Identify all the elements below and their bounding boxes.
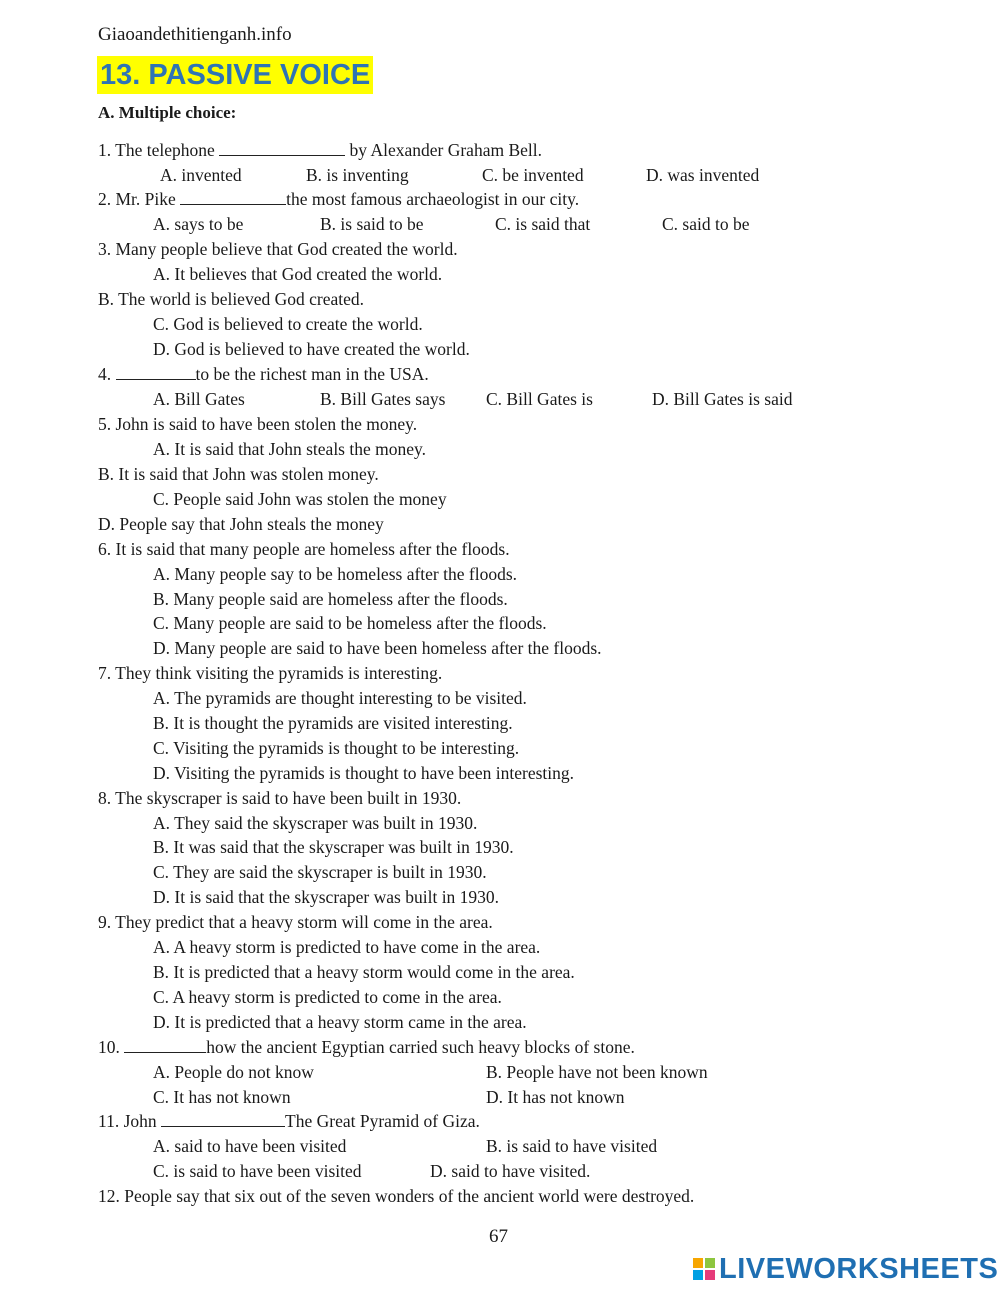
option-b[interactable]: B. It was said that the skyscraper was built in 1930. <box>153 837 514 857</box>
question-1: 1. The telephone by Alexander Graham Bell. <box>98 140 542 160</box>
option-d[interactable]: D. said to have visited. <box>430 1161 591 1181</box>
option-a[interactable]: A. It believes that God created the world. <box>153 264 443 284</box>
question-7: 7. They think visiting the pyramids is interesting. <box>98 663 443 683</box>
option-d[interactable]: D. People say that John steals the money <box>98 514 384 534</box>
option-b[interactable]: B. is said to be <box>320 214 424 234</box>
option-d[interactable]: D. It is predicted that a heavy storm came in the area. <box>153 1012 527 1032</box>
option-d[interactable]: D. It has not known <box>486 1087 625 1107</box>
option-a[interactable]: A. They said the skyscraper was built in 1930. <box>153 813 478 833</box>
logo-square-icon <box>705 1270 715 1280</box>
page-number: 67 <box>489 1226 508 1247</box>
question-2: 2. Mr. Pike the most famous archaeologist in our city. <box>98 189 580 209</box>
option-c[interactable]: C. is said to have been visited <box>153 1161 362 1181</box>
option-a[interactable]: A. A heavy storm is predicted to have come in the area. <box>153 937 541 957</box>
logo-grid-icon <box>693 1258 715 1280</box>
option-a[interactable]: A. Many people say to be homeless after the floods. <box>153 564 518 584</box>
option-b[interactable]: B. Bill Gates says <box>320 389 446 409</box>
option-a[interactable]: A. says to be <box>153 214 244 234</box>
question-8: 8. The skyscraper is said to have been built in 1930. <box>98 788 462 808</box>
page-title: 13. PASSIVE VOICE <box>97 56 373 94</box>
option-a[interactable]: A. The pyramids are thought interesting to be visited. <box>153 688 527 708</box>
option-b[interactable]: B. It is thought the pyramids are visited interesting. <box>153 713 513 733</box>
option-c[interactable]: C. God is believed to create the world. <box>153 314 423 334</box>
option-b[interactable]: B. is said to have visited <box>486 1136 658 1156</box>
question-11: 11. John The Great Pyramid of Giza. <box>98 1111 480 1131</box>
option-d[interactable]: D. Many people are said to have been homeless after the floods. <box>153 638 602 658</box>
question-9: 9. They predict that a heavy storm will come in the area. <box>98 912 493 932</box>
logo-text: LIVEWORKSHEETS <box>719 1252 999 1285</box>
option-d[interactable]: C. said to be <box>662 214 750 234</box>
option-b[interactable]: B. Many people said are homeless after the floods. <box>153 589 508 609</box>
option-c[interactable]: C. A heavy storm is predicted to come in the area. <box>153 987 502 1007</box>
answer-blank[interactable] <box>161 1111 285 1127</box>
option-a[interactable]: A. said to have been visited <box>153 1136 347 1156</box>
logo-square-icon <box>705 1258 715 1268</box>
question-3: 3. Many people believe that God created the world. <box>98 239 458 259</box>
option-d[interactable]: D. God is believed to have created the world. <box>153 339 470 359</box>
section-heading: A. Multiple choice: <box>98 103 237 122</box>
option-a[interactable]: A. It is said that John steals the money. <box>153 439 426 459</box>
option-d[interactable]: D. Visiting the pyramids is thought to have been interesting. <box>153 763 574 783</box>
question-12: 12. People say that six out of the seven wonders of the ancient world were destroyed. <box>98 1186 695 1206</box>
option-c[interactable]: C. They are said the skyscraper is built in 1930. <box>153 862 487 882</box>
logo-square-icon <box>693 1270 703 1280</box>
option-c[interactable]: C. is said that <box>495 214 591 234</box>
option-b[interactable]: B. People have not been known <box>486 1062 708 1082</box>
question-6: 6. It is said that many people are homeless after the floods. <box>98 539 510 559</box>
site-name: Giaoandethitienganh.info <box>98 24 292 45</box>
question-10: 10. how the ancient Egyptian carried such heavy blocks of stone. <box>98 1037 635 1057</box>
liveworksheets-logo[interactable] <box>693 1252 998 1286</box>
option-c[interactable]: C. It has not known <box>153 1087 291 1107</box>
option-c[interactable]: C. Bill Gates is <box>486 389 593 409</box>
option-a[interactable]: A. invented <box>160 165 242 185</box>
answer-blank[interactable] <box>219 140 345 156</box>
option-c[interactable]: C. Many people are said to be homeless after the floods. <box>153 613 547 633</box>
option-c[interactable]: C. be invented <box>482 165 584 185</box>
option-b[interactable]: B. The world is believed God created. <box>98 289 364 309</box>
option-b[interactable]: B. It is said that John was stolen money. <box>98 464 379 484</box>
option-a[interactable]: A. Bill Gates <box>153 389 245 409</box>
answer-blank[interactable] <box>116 364 196 380</box>
question-4: 4. to be the richest man in the USA. <box>98 364 429 384</box>
answer-blank[interactable] <box>124 1037 206 1053</box>
option-c[interactable]: C. Visiting the pyramids is thought to be interesting. <box>153 738 520 758</box>
option-a[interactable]: A. People do not know <box>153 1062 314 1082</box>
question-5: 5. John is said to have been stolen the money. <box>98 414 418 434</box>
option-d[interactable]: D. It is said that the skyscraper was built in 1930. <box>153 887 500 907</box>
option-c[interactable]: C. People said John was stolen the money <box>153 489 447 509</box>
answer-blank[interactable] <box>180 189 286 205</box>
option-d[interactable]: D. was invented <box>646 165 760 185</box>
logo-square-icon <box>693 1258 703 1268</box>
option-d[interactable]: D. Bill Gates is said <box>652 389 793 409</box>
option-b[interactable]: B. It is predicted that a heavy storm would come in the area. <box>153 962 575 982</box>
option-b[interactable]: B. is inventing <box>306 165 409 185</box>
